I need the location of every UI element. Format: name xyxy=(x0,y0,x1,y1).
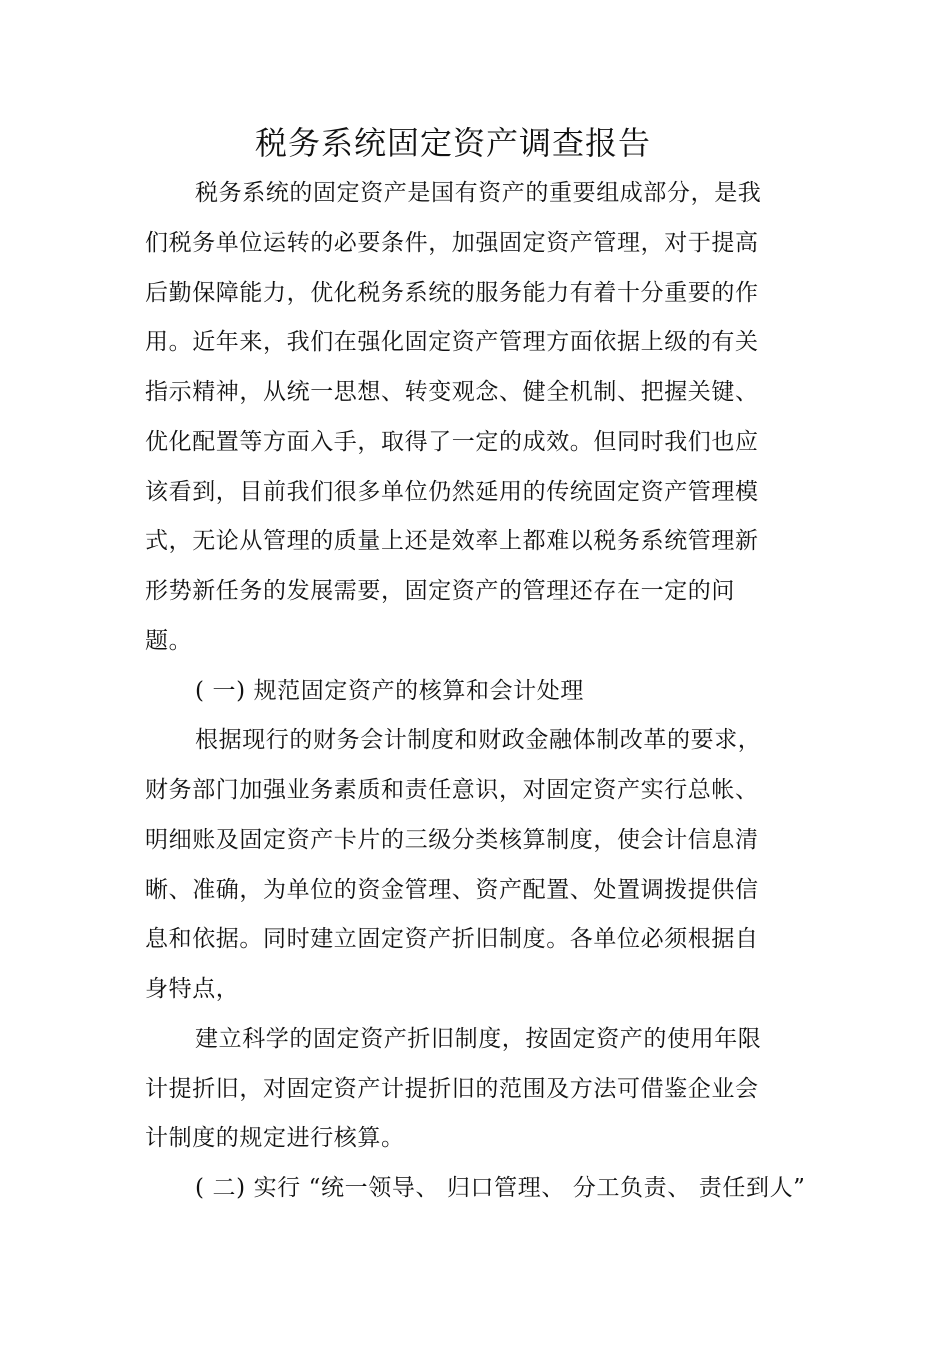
paragraph-line: 建立科学的固定资产折旧制度，按固定资产的使用年限 xyxy=(195,1026,762,1052)
paragraph-line: 式，无论从管理的质量上还是效率上都难以税务系统管理新 xyxy=(145,528,759,554)
section-heading: ( 二) 实行 “统一领导、 归口管理、 分工负责、 责任到人” xyxy=(195,1175,806,1201)
paragraph-line: 后勤保障能力，优化税务系统的服务能力有着十分重要的作 xyxy=(145,280,759,306)
paragraph-line: 形势新任务的发展需要，固定资产的管理还存在一定的问 xyxy=(145,578,735,604)
paragraph-line: 优化配置等方面入手，取得了一定的成效。但同时我们也应 xyxy=(145,429,759,455)
paragraph-line: 财务部门加强业务素质和责任意识，对固定资产实行总帐、 xyxy=(145,777,759,803)
paragraph-line: 身特点， xyxy=(145,976,240,1002)
paragraph-line: 该看到，目前我们很多单位仍然延用的传统固定资产管理模 xyxy=(145,479,759,505)
section-heading: ( 一) 规范固定资产的核算和会计处理 xyxy=(195,678,584,704)
paragraph-line: 指示精神，从统一思想、转变观念、健全机制、把握关键、 xyxy=(145,379,759,405)
paragraph-line: 明细账及固定资产卡片的三级分类核算制度，使会计信息清 xyxy=(145,827,759,853)
paragraph-line: 晰、准确，为单位的资金管理、资产配置、处置调拨提供信 xyxy=(145,877,759,903)
paragraph-line: 题。 xyxy=(145,628,193,654)
paragraph-line: 根据现行的财务会计制度和财政金融体制改革的要求， xyxy=(195,727,762,753)
paragraph-line: 税务系统的固定资产是国有资产的重要组成部分，是我 xyxy=(195,180,762,206)
paragraph-line: 息和依据。同时建立固定资产折旧制度。各单位必须根据自 xyxy=(145,926,759,952)
paragraph-line: 们税务单位运转的必要条件，加强固定资产管理，对于提高 xyxy=(145,230,759,256)
paragraph-line: 计提折旧，对固定资产计提折旧的范围及方法可借鉴企业会 xyxy=(145,1076,759,1102)
document-title: 税务系统固定资产调查报告 xyxy=(254,124,651,162)
paragraph-line: 用。近年来，我们在强化固定资产管理方面依据上级的有关 xyxy=(145,329,759,355)
paragraph-line: 计制度的规定进行核算。 xyxy=(145,1125,405,1151)
